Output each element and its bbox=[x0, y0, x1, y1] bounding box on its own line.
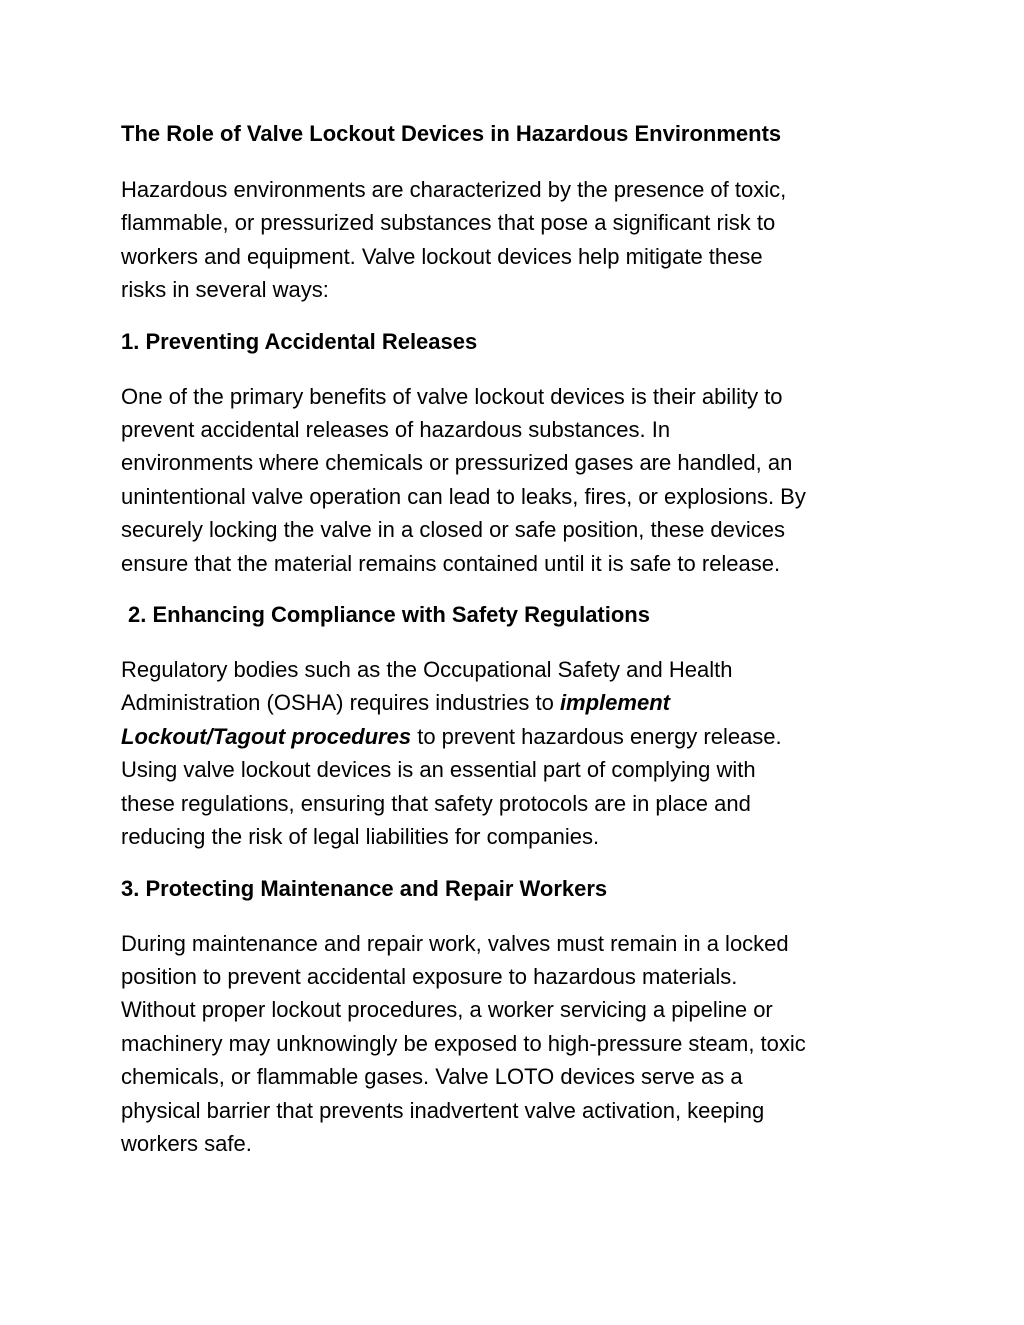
section-paragraph-protecting-workers bbox=[121, 927, 911, 1161]
document-title: The Role of Valve Lockout Devices in Hazardous Environments bbox=[121, 121, 782, 146]
paragraph-line: flammable, or pressurized substances that pose a significant risk to bbox=[121, 210, 776, 236]
paragraph-line: securely locking the valve in a closed or safe position, these devices bbox=[121, 517, 786, 543]
paragraph-text: Administration (OSHA) requires industries to bbox=[121, 690, 560, 716]
section-heading-compliance: 2. Enhancing Compliance with Safety Regulations bbox=[128, 602, 650, 628]
paragraph-line: these regulations, ensuring that safety protocols are in place and bbox=[121, 790, 751, 816]
paragraph-line: physical barrier that prevents inadvertent valve activation, keeping bbox=[121, 1097, 765, 1123]
paragraph-line: workers and equipment. Valve lockout devices help mitigate these bbox=[121, 243, 763, 269]
paragraph-line: risks in several ways: bbox=[121, 277, 329, 303]
paragraph-line: Hazardous environments are characterized by the presence of toxic, bbox=[121, 177, 787, 202]
section-heading-preventing-releases: 1. Preventing Accidental Releases bbox=[121, 328, 478, 354]
emphasized-text: Lockout/Tagout procedures bbox=[121, 723, 412, 749]
paragraph-line: environments where chemicals or pressurized gases are handled, an bbox=[121, 450, 793, 476]
paragraph-line bbox=[121, 720, 911, 753]
paragraph-line: Regulatory bodies such as the Occupational Safety and Health bbox=[121, 657, 733, 683]
section-paragraph-preventing-releases bbox=[121, 380, 911, 580]
section-paragraph-compliance bbox=[121, 653, 911, 853]
paragraph-line: Without proper lockout procedures, a worker servicing a pipeline or bbox=[121, 997, 773, 1023]
paragraph-line: unintentional valve operation can lead to leaks, fires, or explosions. By bbox=[121, 483, 806, 509]
section-heading-protecting-workers: 3. Protecting Maintenance and Repair Workers bbox=[121, 875, 608, 901]
paragraph-line: ensure that the material remains contained until it is safe to release. bbox=[121, 550, 781, 576]
paragraph-line: position to prevent accidental exposure to hazardous materials. bbox=[121, 963, 738, 989]
paragraph-line: One of the primary benefits of valve lockout devices is their ability to bbox=[121, 383, 783, 409]
paragraph-line: prevent accidental releases of hazardous substances. In bbox=[121, 417, 671, 443]
paragraph-line: reducing the risk of legal liabilities for companies. bbox=[121, 824, 600, 850]
paragraph-line: machinery may unknowingly be exposed to high-pressure steam, toxic bbox=[121, 1030, 806, 1056]
paragraph-text: to prevent hazardous energy release. bbox=[411, 723, 782, 749]
paragraph-line: chemicals, or flammable gases. Valve LOTO devices serve as a bbox=[121, 1064, 743, 1090]
paragraph-line: During maintenance and repair work, valves must remain in a locked bbox=[121, 930, 789, 956]
emphasized-text: implement bbox=[559, 690, 670, 716]
document-page bbox=[121, 119, 911, 1180]
intro-paragraph bbox=[121, 173, 911, 307]
paragraph-line bbox=[121, 686, 911, 719]
paragraph-line: Using valve lockout devices is an essential part of complying with bbox=[121, 757, 756, 783]
paragraph-line: workers safe. bbox=[121, 1130, 252, 1156]
